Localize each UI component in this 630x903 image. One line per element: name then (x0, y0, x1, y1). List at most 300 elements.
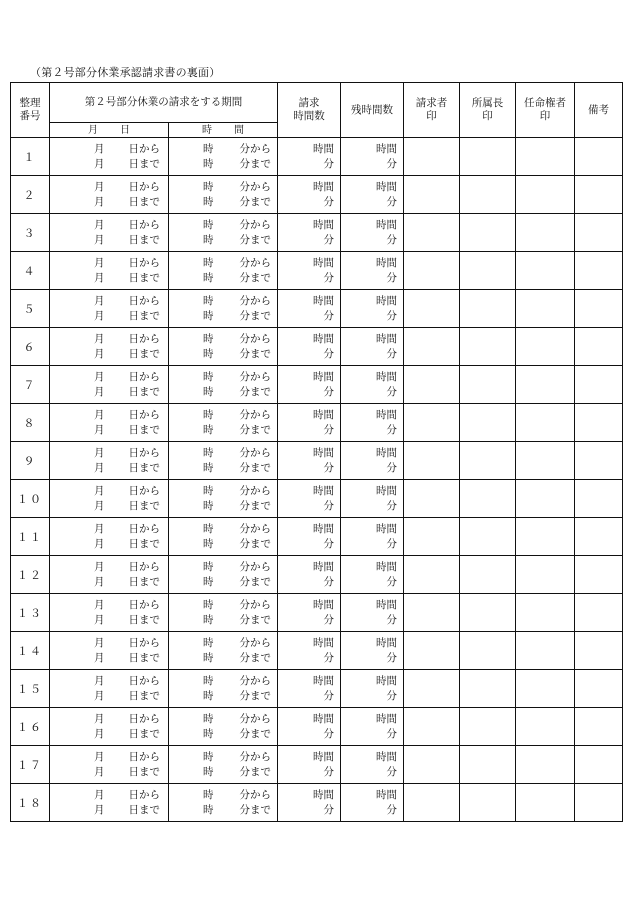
minutes-label: 分 (323, 689, 334, 702)
hour-label: 時 (203, 409, 214, 421)
date-cell[interactable] (50, 442, 169, 480)
date-cell[interactable] (50, 214, 169, 252)
header-month-day: 月 日 (50, 123, 169, 138)
hour-label: 時 (203, 727, 214, 740)
hours-label: 時間 (313, 333, 334, 345)
manager-seal-cell[interactable] (460, 518, 516, 556)
time-cell[interactable] (169, 556, 278, 594)
hours-label: 時間 (313, 409, 334, 421)
hour-label: 時 (203, 333, 214, 345)
hours-label: 時間 (313, 295, 334, 307)
minute-label: 分から (239, 295, 271, 307)
minutes-label: 分 (386, 461, 397, 474)
remarks-cell[interactable] (575, 442, 623, 480)
minutes-label: 分 (386, 157, 397, 170)
time-cell[interactable] (169, 404, 278, 442)
hour-label: 時 (203, 233, 214, 246)
hours-label: 時間 (313, 599, 334, 611)
minute-label: 分から (239, 409, 271, 421)
hour-label: 時 (203, 613, 214, 626)
month-label: 月 (94, 157, 105, 170)
requested-hours-cell[interactable] (278, 556, 341, 594)
minutes-label: 分 (386, 385, 397, 398)
date-cell[interactable] (50, 632, 169, 670)
remarks-cell[interactable] (575, 480, 623, 518)
minute-label: 分まで (239, 423, 271, 436)
time-cell[interactable] (169, 518, 278, 556)
requested-hours-cell[interactable] (278, 746, 341, 784)
authority-seal-cell[interactable] (516, 404, 575, 442)
day-label: 日から (128, 447, 160, 459)
month-label: 月 (94, 447, 105, 459)
month-label: 月 (94, 233, 105, 246)
time-cell[interactable] (169, 442, 278, 480)
table-row (11, 480, 623, 518)
applicant-seal-cell[interactable] (404, 404, 460, 442)
requested-hours-cell[interactable] (278, 290, 341, 328)
remaining-hours-cell[interactable] (341, 366, 404, 404)
hour-label: 時 (203, 675, 214, 687)
minute-label: 分から (239, 371, 271, 383)
time-cell[interactable] (169, 176, 278, 214)
applicant-seal-cell[interactable] (404, 632, 460, 670)
month-label: 月 (94, 575, 105, 588)
manager-seal-cell[interactable] (460, 290, 516, 328)
requested-hours-cell[interactable] (278, 708, 341, 746)
day-label: 日まで (128, 385, 160, 398)
remaining-hours-cell[interactable] (341, 708, 404, 746)
day-label: 日まで (128, 613, 160, 626)
day-label: 日まで (128, 233, 160, 246)
minute-label: 分まで (239, 689, 271, 702)
month-label: 月 (94, 271, 105, 284)
remaining-hours-cell[interactable] (341, 138, 404, 176)
remaining-hours-cell[interactable] (341, 480, 404, 518)
month-label: 月 (94, 143, 105, 155)
remaining-hours-cell[interactable] (341, 784, 404, 822)
row-number: ３ (11, 214, 50, 252)
table-row (11, 404, 623, 442)
remaining-hours-cell[interactable] (341, 252, 404, 290)
manager-seal-cell[interactable] (460, 708, 516, 746)
hours-label: 時間 (376, 637, 397, 649)
day-label: 日まで (128, 309, 160, 322)
day-label: 日から (128, 523, 160, 535)
time-cell[interactable] (169, 594, 278, 632)
date-cell[interactable] (50, 404, 169, 442)
hour-label: 時 (203, 157, 214, 170)
minute-label: 分から (239, 599, 271, 611)
row-number: ４ (11, 252, 50, 290)
remaining-hours-cell[interactable] (341, 328, 404, 366)
applicant-seal-cell[interactable] (404, 442, 460, 480)
manager-seal-cell[interactable] (460, 670, 516, 708)
table-row (11, 176, 623, 214)
requested-hours-cell[interactable] (278, 252, 341, 290)
hours-label: 時間 (313, 257, 334, 269)
requested-hours-cell[interactable] (278, 594, 341, 632)
manager-seal-cell[interactable] (460, 442, 516, 480)
minute-label: 分まで (239, 727, 271, 740)
hours-label: 時間 (313, 713, 334, 725)
remaining-hours-cell[interactable] (341, 442, 404, 480)
remarks-cell[interactable] (575, 328, 623, 366)
minutes-label: 分 (323, 271, 334, 284)
header-requested-hours: 請求 時間数 (278, 83, 341, 138)
month-label: 月 (94, 461, 105, 474)
remarks-cell[interactable] (575, 518, 623, 556)
table-row (11, 214, 623, 252)
requested-hours-cell[interactable] (278, 176, 341, 214)
hour-label: 時 (203, 461, 214, 474)
row-number: １７ (11, 746, 50, 784)
row-number: ５ (11, 290, 50, 328)
manager-seal-cell[interactable] (460, 328, 516, 366)
date-cell[interactable] (50, 518, 169, 556)
day-label: 日から (128, 485, 160, 497)
hours-label: 時間 (376, 485, 397, 497)
month-label: 月 (94, 371, 105, 383)
hour-label: 時 (203, 637, 214, 649)
hours-label: 時間 (376, 561, 397, 573)
minutes-label: 分 (323, 157, 334, 170)
manager-seal-cell[interactable] (460, 404, 516, 442)
manager-seal-cell[interactable] (460, 138, 516, 176)
applicant-seal-cell[interactable] (404, 708, 460, 746)
minute-label: 分まで (239, 385, 271, 398)
partial-leave-table (10, 82, 623, 822)
row-number: ７ (11, 366, 50, 404)
minute-label: 分まで (239, 499, 271, 512)
remaining-hours-cell[interactable] (341, 632, 404, 670)
hours-label: 時間 (313, 447, 334, 459)
requested-hours-cell[interactable] (278, 670, 341, 708)
authority-seal-cell[interactable] (516, 138, 575, 176)
time-cell[interactable] (169, 784, 278, 822)
applicant-seal-cell[interactable] (404, 784, 460, 822)
day-label: 日から (128, 789, 160, 801)
minute-label: 分まで (239, 195, 271, 208)
minutes-label: 分 (386, 233, 397, 246)
month-label: 月 (94, 561, 105, 573)
remaining-hours-cell[interactable] (341, 594, 404, 632)
remarks-cell[interactable] (575, 556, 623, 594)
remarks-cell[interactable] (575, 290, 623, 328)
row-number: ９ (11, 442, 50, 480)
applicant-seal-cell[interactable] (404, 290, 460, 328)
remaining-hours-cell[interactable] (341, 556, 404, 594)
applicant-seal-cell[interactable] (404, 518, 460, 556)
hour-label: 時 (203, 599, 214, 611)
date-cell[interactable] (50, 290, 169, 328)
minute-label: 分から (239, 257, 271, 269)
time-cell[interactable] (169, 290, 278, 328)
day-label: 日まで (128, 537, 160, 550)
requested-hours-cell[interactable] (278, 442, 341, 480)
hour-label: 時 (203, 181, 214, 193)
applicant-seal-cell[interactable] (404, 138, 460, 176)
time-cell[interactable] (169, 252, 278, 290)
date-cell[interactable] (50, 556, 169, 594)
minutes-label: 分 (386, 651, 397, 664)
day-label: 日まで (128, 803, 160, 816)
requested-hours-cell[interactable] (278, 328, 341, 366)
remaining-hours-cell[interactable] (341, 518, 404, 556)
day-label: 日から (128, 333, 160, 345)
hour-label: 時 (203, 257, 214, 269)
hours-label: 時間 (376, 219, 397, 231)
minutes-label: 分 (323, 537, 334, 550)
minute-label: 分まで (239, 803, 271, 816)
authority-seal-cell[interactable] (516, 252, 575, 290)
manager-seal-cell[interactable] (460, 252, 516, 290)
day-label: 日から (128, 675, 160, 687)
hours-label: 時間 (376, 751, 397, 763)
month-label: 月 (94, 523, 105, 535)
authority-seal-cell[interactable] (516, 176, 575, 214)
hour-label: 時 (203, 143, 214, 155)
manager-seal-cell[interactable] (460, 556, 516, 594)
authority-seal-cell[interactable] (516, 214, 575, 252)
applicant-seal-cell[interactable] (404, 746, 460, 784)
minutes-label: 分 (386, 309, 397, 322)
month-label: 月 (94, 423, 105, 436)
authority-seal-cell[interactable] (516, 746, 575, 784)
hours-label: 時間 (376, 333, 397, 345)
minute-label: 分まで (239, 537, 271, 550)
authority-seal-cell[interactable] (516, 632, 575, 670)
remaining-hours-cell[interactable] (341, 746, 404, 784)
authority-seal-cell[interactable] (516, 784, 575, 822)
date-cell[interactable] (50, 746, 169, 784)
time-cell[interactable] (169, 670, 278, 708)
minute-label: 分から (239, 143, 271, 155)
hour-label: 時 (203, 523, 214, 535)
requested-hours-cell[interactable] (278, 404, 341, 442)
hour-label: 時 (203, 371, 214, 383)
day-label: 日まで (128, 271, 160, 284)
minute-label: 分から (239, 333, 271, 345)
hour-label: 時 (203, 751, 214, 763)
applicant-seal-cell[interactable] (404, 556, 460, 594)
month-label: 月 (94, 295, 105, 307)
applicant-seal-cell[interactable] (404, 480, 460, 518)
manager-seal-cell[interactable] (460, 176, 516, 214)
applicant-seal-cell[interactable] (404, 252, 460, 290)
remarks-cell[interactable] (575, 784, 623, 822)
date-cell[interactable] (50, 708, 169, 746)
hour-label: 時 (203, 789, 214, 801)
row-number: １４ (11, 632, 50, 670)
applicant-seal-cell[interactable] (404, 176, 460, 214)
day-label: 日から (128, 637, 160, 649)
minutes-label: 分 (323, 651, 334, 664)
month-label: 月 (94, 257, 105, 269)
remarks-cell[interactable] (575, 594, 623, 632)
header-authority-seal: 任命権者 印 (516, 83, 575, 138)
hour-label: 時 (203, 423, 214, 436)
remarks-cell[interactable] (575, 746, 623, 784)
minutes-label: 分 (386, 803, 397, 816)
hour-label: 時 (203, 537, 214, 550)
month-label: 月 (94, 613, 105, 626)
remaining-hours-cell[interactable] (341, 214, 404, 252)
manager-seal-cell[interactable] (460, 480, 516, 518)
header-applicant-seal: 請求者 印 (404, 83, 460, 138)
minute-label: 分から (239, 637, 271, 649)
hours-label: 時間 (313, 751, 334, 763)
manager-seal-cell[interactable] (460, 214, 516, 252)
day-label: 日から (128, 181, 160, 193)
hour-label: 時 (203, 219, 214, 231)
manager-seal-cell[interactable] (460, 366, 516, 404)
minutes-label: 分 (386, 195, 397, 208)
day-label: 日まで (128, 575, 160, 588)
minute-label: 分から (239, 751, 271, 763)
requested-hours-cell[interactable] (278, 138, 341, 176)
hours-label: 時間 (376, 409, 397, 421)
authority-seal-cell[interactable] (516, 328, 575, 366)
remarks-cell[interactable] (575, 252, 623, 290)
remaining-hours-cell[interactable] (341, 670, 404, 708)
day-label: 日から (128, 371, 160, 383)
authority-seal-cell[interactable] (516, 480, 575, 518)
remarks-cell[interactable] (575, 214, 623, 252)
remaining-hours-cell[interactable] (341, 404, 404, 442)
minute-label: 分まで (239, 765, 271, 778)
hour-label: 時 (203, 347, 214, 360)
time-cell[interactable] (169, 746, 278, 784)
day-label: 日まで (128, 765, 160, 778)
day-label: 日から (128, 219, 160, 231)
time-cell[interactable] (169, 214, 278, 252)
manager-seal-cell[interactable] (460, 784, 516, 822)
minutes-label: 分 (386, 537, 397, 550)
minutes-label: 分 (323, 385, 334, 398)
hours-label: 時間 (313, 181, 334, 193)
date-cell[interactable] (50, 480, 169, 518)
requested-hours-cell[interactable] (278, 366, 341, 404)
authority-seal-cell[interactable] (516, 518, 575, 556)
date-cell[interactable] (50, 784, 169, 822)
authority-seal-cell[interactable] (516, 290, 575, 328)
minutes-label: 分 (323, 803, 334, 816)
hour-label: 時 (203, 271, 214, 284)
month-label: 月 (94, 219, 105, 231)
hours-label: 時間 (376, 181, 397, 193)
minutes-label: 分 (323, 347, 334, 360)
remarks-cell[interactable] (575, 138, 623, 176)
manager-seal-cell[interactable] (460, 746, 516, 784)
month-label: 月 (94, 537, 105, 550)
month-label: 月 (94, 651, 105, 664)
remaining-hours-cell[interactable] (341, 290, 404, 328)
requested-hours-cell[interactable] (278, 480, 341, 518)
applicant-seal-cell[interactable] (404, 328, 460, 366)
applicant-seal-cell[interactable] (404, 594, 460, 632)
time-cell[interactable] (169, 632, 278, 670)
minutes-label: 分 (386, 499, 397, 512)
hours-label: 時間 (376, 675, 397, 687)
month-label: 月 (94, 181, 105, 193)
row-number: ６ (11, 328, 50, 366)
row-number: １８ (11, 784, 50, 822)
row-number: ８ (11, 404, 50, 442)
authority-seal-cell[interactable] (516, 594, 575, 632)
applicant-seal-cell[interactable] (404, 214, 460, 252)
day-label: 日から (128, 599, 160, 611)
requested-hours-cell[interactable] (278, 518, 341, 556)
hours-label: 時間 (376, 789, 397, 801)
authority-seal-cell[interactable] (516, 442, 575, 480)
date-cell[interactable] (50, 328, 169, 366)
month-label: 月 (94, 599, 105, 611)
minute-label: 分まで (239, 575, 271, 588)
remaining-hours-cell[interactable] (341, 176, 404, 214)
time-cell[interactable] (169, 328, 278, 366)
minute-label: 分まで (239, 309, 271, 322)
date-cell[interactable] (50, 176, 169, 214)
time-cell[interactable] (169, 366, 278, 404)
authority-seal-cell[interactable] (516, 670, 575, 708)
hour-label: 時 (203, 295, 214, 307)
row-number: １２ (11, 556, 50, 594)
applicant-seal-cell[interactable] (404, 670, 460, 708)
table-row (11, 366, 623, 404)
month-label: 月 (94, 803, 105, 816)
hours-label: 時間 (376, 599, 397, 611)
month-label: 月 (94, 675, 105, 687)
minutes-label: 分 (323, 309, 334, 322)
remarks-cell[interactable] (575, 176, 623, 214)
requested-hours-cell[interactable] (278, 214, 341, 252)
month-label: 月 (94, 385, 105, 398)
remarks-cell[interactable] (575, 670, 623, 708)
day-label: 日まで (128, 727, 160, 740)
time-cell[interactable] (169, 708, 278, 746)
manager-seal-cell[interactable] (460, 632, 516, 670)
hour-label: 時 (203, 689, 214, 702)
date-cell[interactable] (50, 594, 169, 632)
table-row (11, 518, 623, 556)
date-cell[interactable] (50, 670, 169, 708)
month-label: 月 (94, 409, 105, 421)
minutes-label: 分 (323, 499, 334, 512)
requested-hours-cell[interactable] (278, 632, 341, 670)
date-cell[interactable] (50, 252, 169, 290)
remarks-cell[interactable] (575, 404, 623, 442)
remarks-cell[interactable] (575, 708, 623, 746)
authority-seal-cell[interactable] (516, 366, 575, 404)
applicant-seal-cell[interactable] (404, 366, 460, 404)
hour-label: 時 (203, 561, 214, 573)
authority-seal-cell[interactable] (516, 556, 575, 594)
table-row (11, 290, 623, 328)
authority-seal-cell[interactable] (516, 708, 575, 746)
remarks-cell[interactable] (575, 632, 623, 670)
day-label: 日まで (128, 157, 160, 170)
requested-hours-cell[interactable] (278, 784, 341, 822)
manager-seal-cell[interactable] (460, 594, 516, 632)
hour-label: 時 (203, 713, 214, 725)
date-cell[interactable] (50, 138, 169, 176)
table-row (11, 556, 623, 594)
time-cell[interactable] (169, 138, 278, 176)
date-cell[interactable] (50, 366, 169, 404)
hours-label: 時間 (376, 257, 397, 269)
remarks-cell[interactable] (575, 366, 623, 404)
time-cell[interactable] (169, 480, 278, 518)
